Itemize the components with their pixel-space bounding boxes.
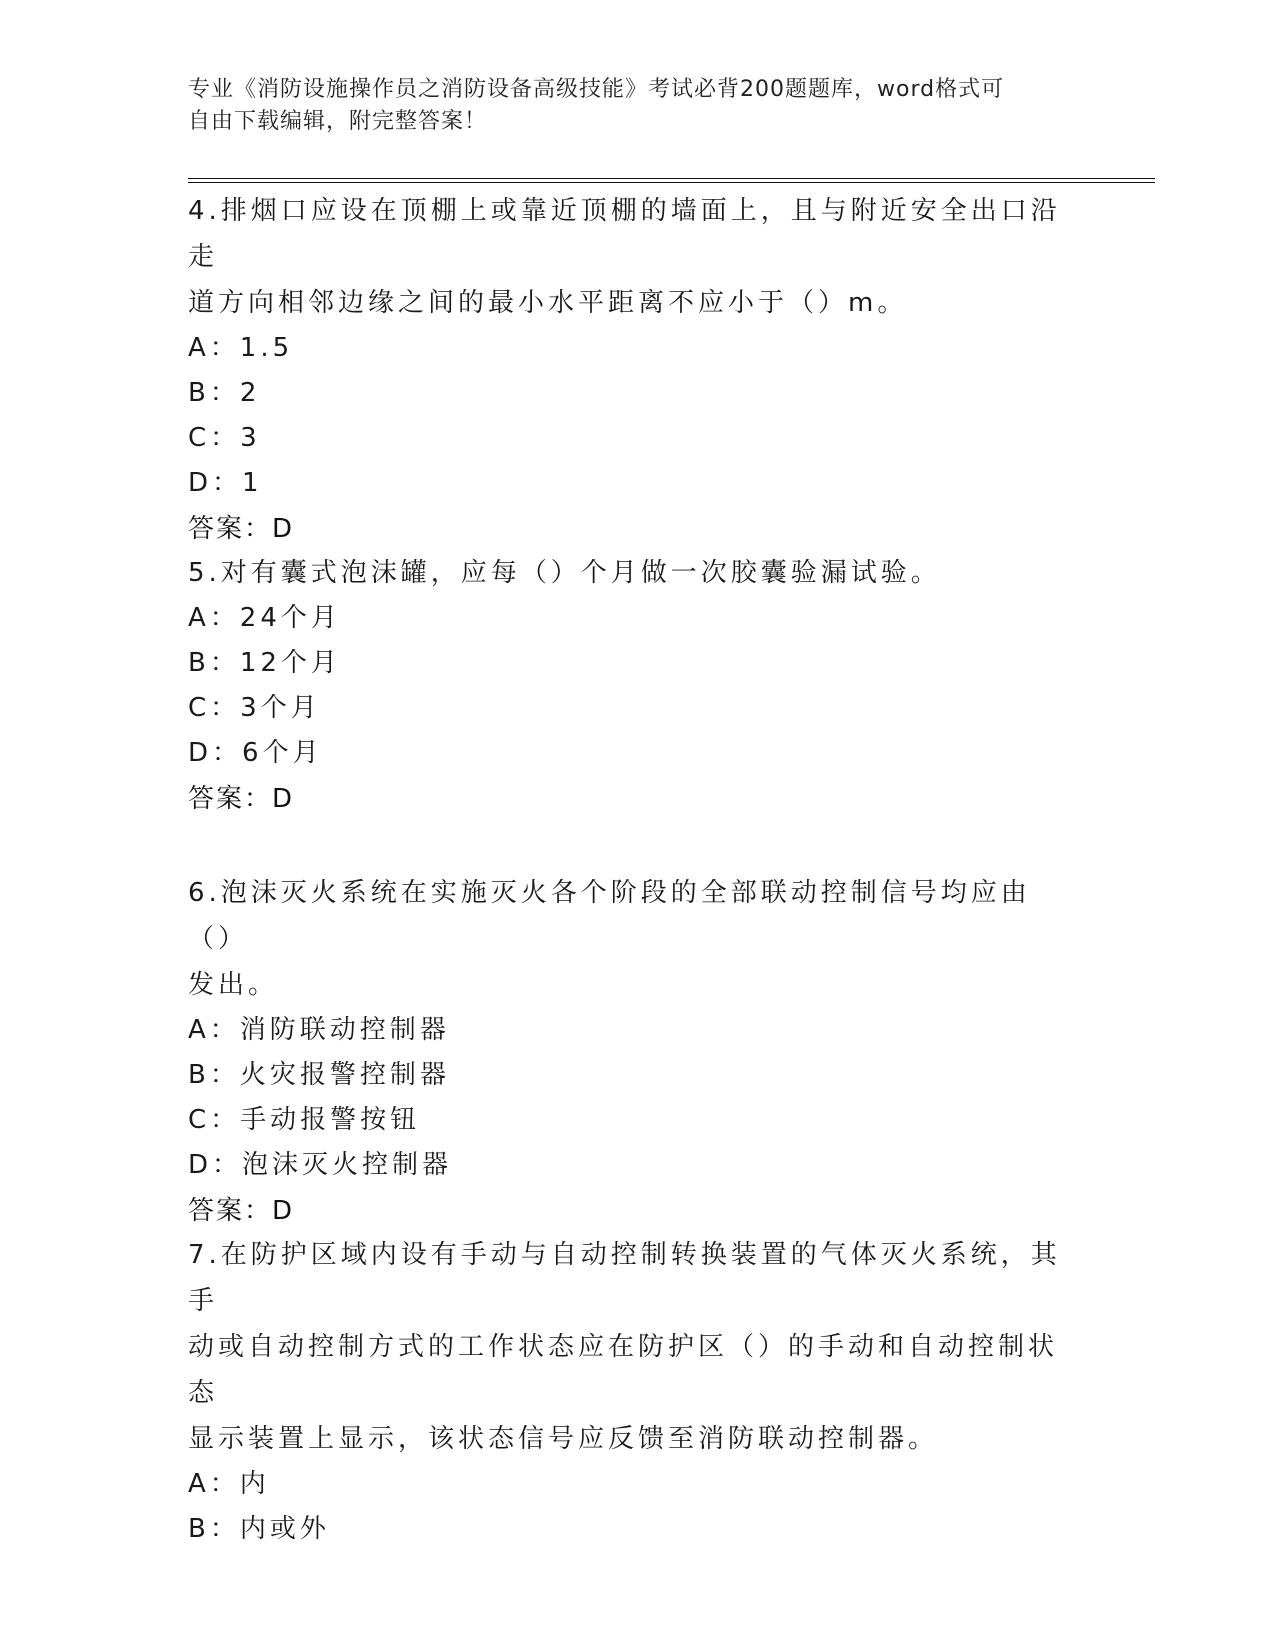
option-a: A：24个月 (188, 603, 341, 633)
option-b: B：火灾报警控制器 (188, 1060, 450, 1090)
question-stem-line: 显示装置上显示，该状态信号应反馈至消防联动控制器。 (188, 1424, 939, 1454)
question-7 (188, 1232, 1068, 1552)
document-header (188, 74, 1068, 138)
option-b: B：12个月 (188, 648, 341, 678)
question-6 (188, 870, 1068, 1234)
header-divider (188, 178, 1155, 183)
option-d: D：泡沫灭火控制器 (188, 1150, 453, 1180)
question-stem-line: 4.排烟口应设在顶棚上或靠近顶棚的墙面上，且与附近安全出口沿走 (188, 196, 1061, 272)
option-b: B：2 (188, 378, 261, 408)
option-a: A：消防联动控制器 (188, 1015, 450, 1045)
question-stem-line: 动或自动控制方式的工作状态应在防护区（）的手动和自动控制状态 (188, 1332, 1059, 1408)
answer: 答案：D (188, 1196, 295, 1226)
option-a: A：1.5 (188, 333, 294, 363)
question-stem-line: 6.泡沫灭火系统在实施灭火各个阶段的全部联动控制信号均应由（） (188, 878, 1031, 954)
question-stem-line: 发出。 (188, 970, 279, 1000)
question-stem-line: 5.对有囊式泡沫罐，应每（）个月做一次胶囊验漏试验。 (188, 558, 941, 588)
option-d: D：6个月 (188, 738, 323, 768)
header-line-2: 自由下载编辑，附完整答案！ (188, 109, 488, 134)
header-line-1: 专业《消防设施操作员之消防设备高级技能》考试必背200题题库，word格式可 (188, 77, 1005, 102)
answer: 答案：D (188, 514, 295, 544)
option-c: C：手动报警按钮 (188, 1105, 421, 1135)
option-c: C：3 (188, 423, 261, 453)
option-d: D：1 (188, 468, 263, 498)
question-stem-line: 道方向相邻边缘之间的最小水平距离不应小于（）m。 (188, 288, 908, 318)
option-b: B：内或外 (188, 1514, 330, 1544)
option-a: A：内 (188, 1469, 270, 1499)
question-5 (188, 550, 1068, 822)
option-c: C：3个月 (188, 693, 321, 723)
answer: 答案：D (188, 784, 295, 814)
question-4 (188, 188, 1068, 552)
question-stem-line: 7.在防护区域内设有手动与自动控制转换装置的气体灭火系统，其手 (188, 1240, 1061, 1316)
